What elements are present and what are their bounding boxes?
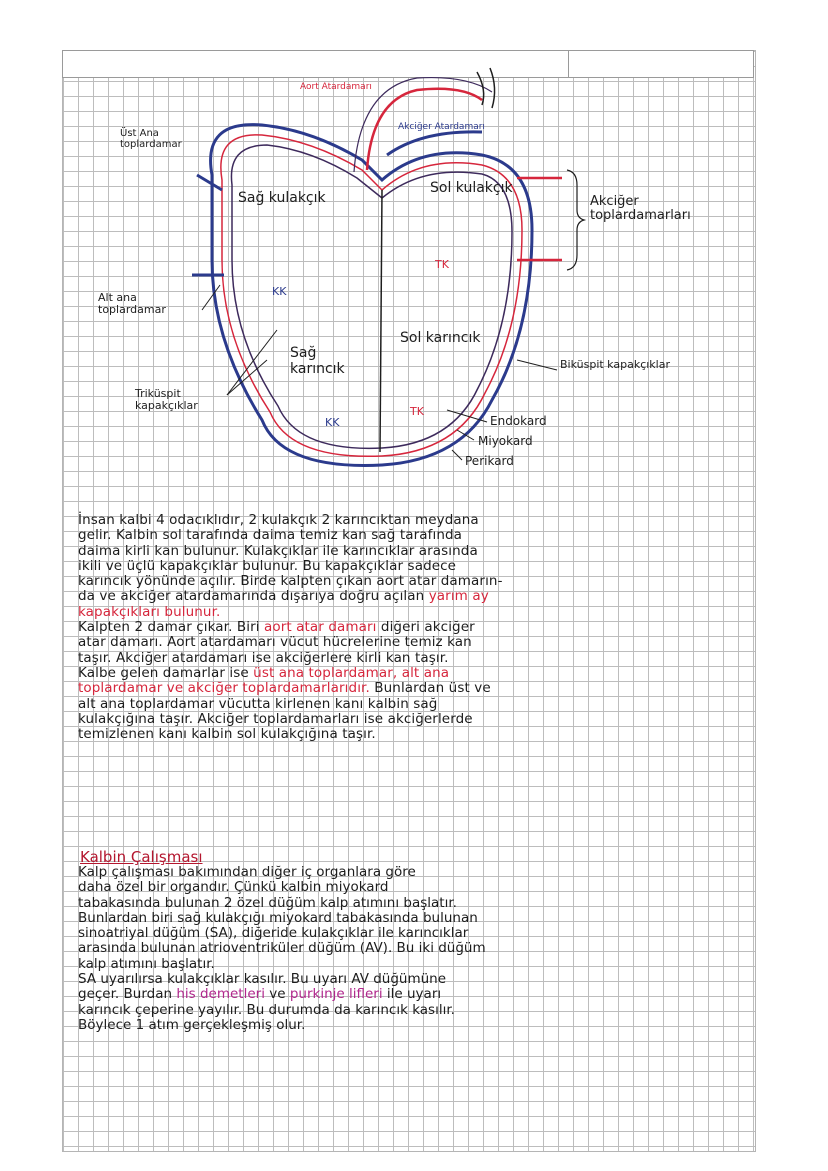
- label-kk-right-ventricle: KK: [325, 416, 340, 429]
- p1-line: taşır. Akciğer atardamarı ise akciğerlere kirli kan taşır.: [78, 649, 449, 666]
- p1-line: kulakçığına taşır. Akciğer toplardamarları ise akciğerlerde: [78, 710, 473, 727]
- label-akciger-toplardamarlari: Akciğer toplardamarları: [590, 194, 691, 223]
- p1-line: [78, 605, 760, 620]
- paragraph-heart-structure: [78, 513, 760, 742]
- p1-line: daima kirli kan bulunur. Kulakçıklar ile karıncıklar arasında: [78, 542, 478, 559]
- p2-line: kalp atımını başlatır.: [78, 955, 215, 972]
- p2-line: sinoatriyal düğüm (SA), diğeride kulakçıklar ile karıncıklar: [78, 925, 469, 942]
- aorta-branch-2: [490, 68, 495, 108]
- highlight-akciger: diğeri akciğer: [380, 619, 475, 636]
- p1-text: da ve akciğer atardamarında dışarıya doğru açılan: [78, 588, 425, 605]
- highlight-aort: aort atar damarı: [263, 619, 377, 636]
- label-endokard: Endokard: [490, 414, 547, 428]
- heading-kalbin-calismasi: Kalbin Çalışması: [80, 848, 203, 866]
- label-sol-kulakcik: Sol kulakçık: [430, 180, 513, 196]
- p1-text: Kalbe gelen damarlar ise: [78, 664, 249, 681]
- p2-line: Böylece 1 atım gerçekleşmiş olur.: [78, 1016, 306, 1033]
- label-kk-right-atrium: KK: [272, 285, 287, 298]
- highlight-purkinje: purkinje lifleri: [289, 986, 383, 1003]
- pointer-bikuspit: [517, 360, 557, 370]
- p2-line: SA uyarılırsa kulakçıklar kasılır. Bu uyarı AV düğümüne: [78, 971, 447, 988]
- p1-line: alt ana toplardamar vücutta kirlenen kanı kalbin sağ: [78, 695, 438, 712]
- pulmonary-veins-brace: [567, 170, 584, 270]
- septum: [380, 190, 382, 452]
- highlight-yarim-ay: yarım ay: [428, 588, 489, 605]
- p1-line: ikili ve üçlü kapakçıklar bulunur. Bu kapakçıklar sadece: [78, 557, 457, 574]
- p1-line: [78, 681, 760, 696]
- p1-line: [78, 620, 760, 635]
- highlight-ust-ana: üst ana toplardamar, alt ana: [253, 664, 450, 681]
- p2-line: Bunlardan biri sağ kulakçığı miyokard tabakasında bulunan: [78, 909, 478, 926]
- p2-line: [78, 987, 760, 1002]
- p2-line: tabakasında bulunan 2 özel düğüm kalp atımını başlatır.: [78, 894, 457, 911]
- highlight-toplardamar: toplardamar ve akciğer toplardamarlarıdır.: [78, 680, 370, 697]
- p1-line: İnsan kalbi 4 odacıklıdır, 2 kulakçık 2 karıncıktan meydana: [78, 512, 479, 528]
- p2-text: geçer. Burdan: [78, 986, 173, 1003]
- label-sag-kulakcik: Sağ kulakçık: [238, 190, 326, 206]
- p2-line: Kalp çalışması bakımından diğer iç organlara göre: [78, 864, 416, 880]
- p1-line: [78, 589, 760, 604]
- highlight-his: his demetleri: [176, 986, 265, 1003]
- label-akciger-atardamari: Akciğer Atardamarı: [398, 122, 485, 132]
- p1-text: Kalpten 2 damar çıkar. Biri: [78, 619, 260, 636]
- p1-line: karıncık yönünde açılır. Birde kalpten çıkan aort atar damarın-: [78, 573, 503, 590]
- label-ust-ana-toplardamar: Üst Ana toplardamar: [120, 128, 182, 150]
- label-perikard: Perikard: [465, 454, 514, 468]
- label-tk-left-atrium: TK: [435, 258, 449, 271]
- label-tk-left-ventricle: TK: [410, 405, 424, 418]
- vena-cava-superior: [197, 175, 222, 190]
- label-bikuspit: Biküspit kapakçıklar: [560, 358, 670, 371]
- label-miyokard: Miyokard: [478, 434, 533, 448]
- p2-line: arasında bulunan atrioventriküler düğüm (AV). Bu iki düğüm: [78, 940, 486, 957]
- p2-line: karıncık çeperine yayılır. Bu durumda da karıncık kasılır.: [78, 1001, 455, 1018]
- p1-line: temizlenen kanı kalbin sol kulakçığına taşır.: [78, 726, 376, 743]
- p1-line: gelir. Kalbin sol tarafında daima temiz kan sağ tarafında: [78, 527, 463, 544]
- p2-text: ve: [269, 986, 286, 1003]
- p2-text: ile uyarı: [386, 986, 442, 1003]
- heart-outer-wall: [211, 125, 532, 466]
- av-divider-left: [227, 268, 362, 278]
- label-aort: Aort Atardamarı: [300, 82, 372, 92]
- label-sag-karincik: Sağ karıncık: [290, 345, 345, 377]
- highlight-kapakciklari: kapakçıkları bulunur.: [78, 603, 221, 620]
- paragraph-heart-function: [78, 865, 760, 1033]
- label-sol-karincik: Sol karıncık: [400, 330, 481, 346]
- pointer-perikard: [452, 450, 462, 460]
- p1-line: atar damarı. Aort atardamarı vücut hücrelerine temiz kan: [78, 634, 472, 651]
- label-trikuspit: Triküspit kapakçıklar: [135, 387, 198, 412]
- p2-line: daha özel bir organdır. Çünkü kalbin miyokard: [78, 879, 389, 896]
- p1-line: [78, 666, 760, 681]
- label-alt-ana-toplardamar: Alt ana toplardamar: [98, 291, 166, 316]
- p1-text: Bunlardan üst ve: [374, 680, 491, 697]
- pulmonary-artery: [387, 132, 482, 155]
